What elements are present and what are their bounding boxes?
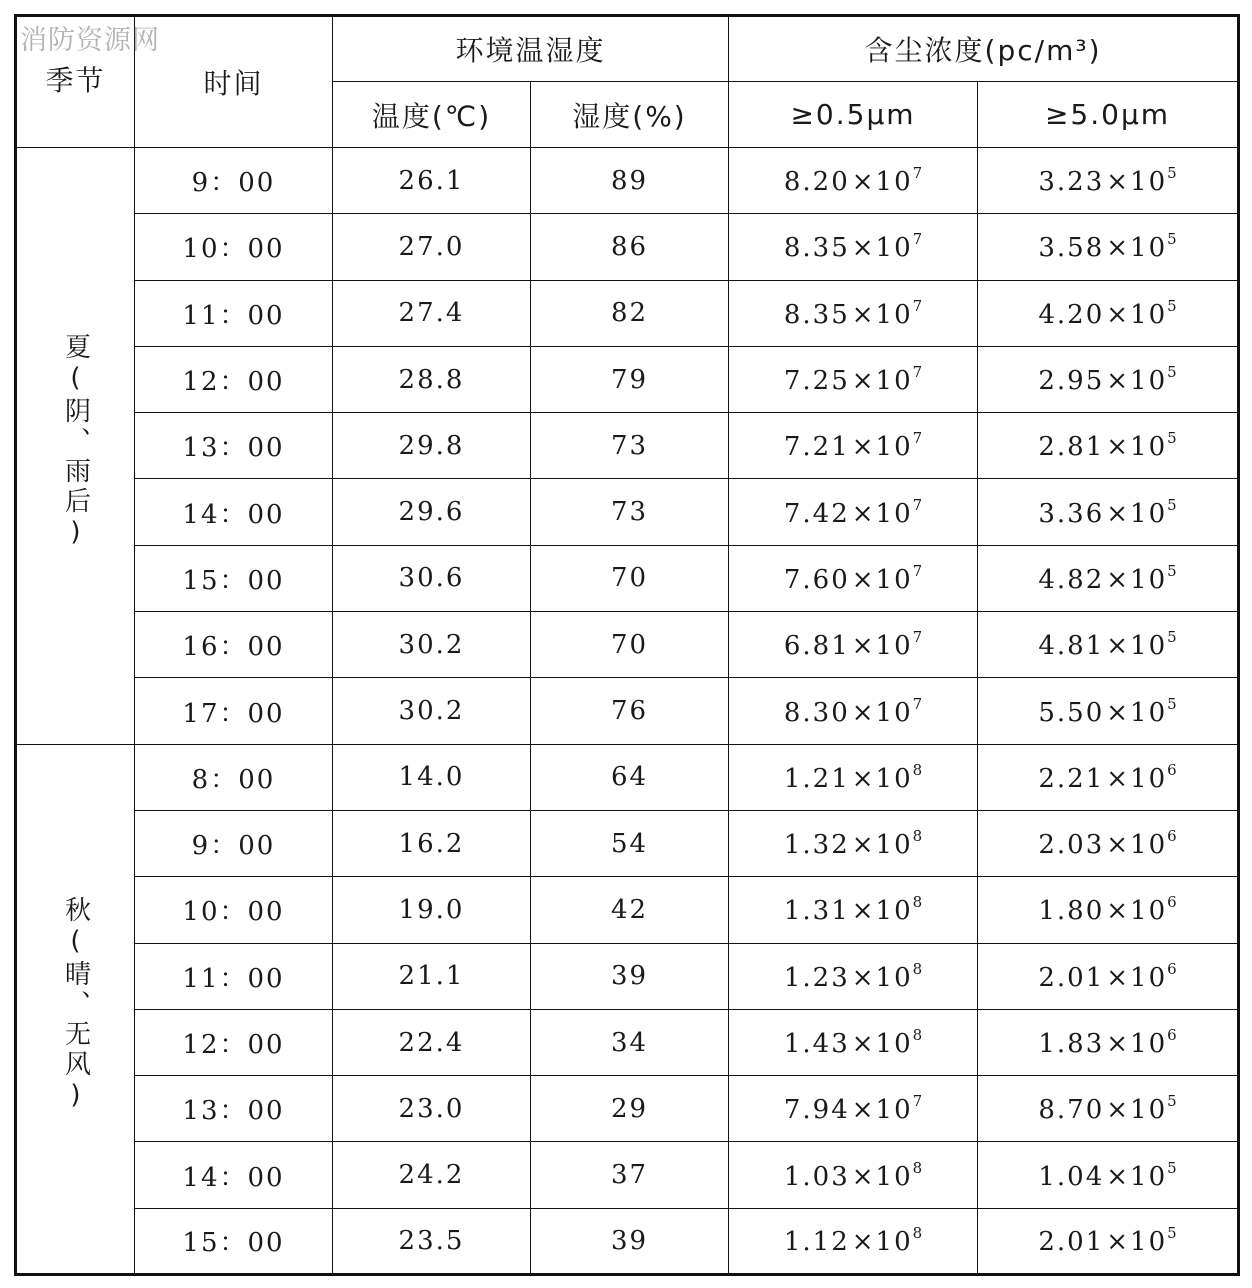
table-row: [16, 877, 1239, 943]
times-sign: ×: [1106, 830, 1129, 861]
dust-5-0um-cell: [978, 545, 1239, 611]
temperature-cell: 23.5: [333, 1208, 531, 1274]
times-sign: ×: [851, 564, 874, 595]
exponent: 6: [1167, 827, 1177, 846]
season-label-cell: [16, 148, 135, 745]
humidity-cell: 73: [531, 479, 729, 545]
header-env-group: 环境温湿度: [333, 16, 729, 82]
mantissa: 1.83: [1038, 1029, 1105, 1059]
base-ten: 10: [875, 1161, 913, 1192]
dust-5-0um-cell: [978, 744, 1239, 810]
exponent: 5: [1167, 429, 1177, 448]
exponent: 5: [1167, 363, 1177, 382]
temperature-cell: 27.0: [333, 214, 531, 280]
times-sign: ×: [851, 896, 874, 927]
time-cell: 9：00: [135, 148, 333, 214]
mantissa: 7.42: [783, 498, 850, 529]
mantissa: 1.23: [783, 962, 850, 993]
time-cell: 16：00: [135, 612, 333, 678]
time-cell: 10：00: [135, 214, 333, 280]
dust-0-5um-cell: [729, 810, 978, 876]
humidity-cell: 73: [531, 413, 729, 479]
times-sign: ×: [1106, 1029, 1129, 1059]
exponent: 8: [912, 893, 923, 912]
table-row: [16, 678, 1239, 744]
temperature-cell: 24.2: [333, 1142, 531, 1208]
mantissa: 1.03: [783, 1161, 850, 1192]
base-ten: 10: [1130, 299, 1168, 330]
exponent: 5: [1167, 1224, 1177, 1243]
mantissa: 2.81: [1038, 432, 1105, 463]
times-sign: ×: [851, 1029, 874, 1059]
mantissa: 1.43: [783, 1029, 850, 1059]
dust-0-5um-cell: [729, 678, 978, 744]
base-ten: 10: [875, 631, 913, 662]
base-ten: 10: [1130, 896, 1168, 927]
exponent: 5: [1167, 1158, 1177, 1177]
exponent: 5: [1167, 296, 1177, 315]
temperature-cell: 30.2: [333, 612, 531, 678]
exponent: 7: [912, 561, 923, 580]
times-sign: ×: [851, 299, 874, 330]
mantissa: 2.95: [1038, 366, 1105, 397]
table-row: [16, 1208, 1239, 1274]
temperature-cell: 16.2: [333, 810, 531, 876]
base-ten: 10: [1130, 1095, 1168, 1126]
dust-0-5um-cell: [729, 148, 978, 214]
base-ten: 10: [1130, 432, 1168, 463]
times-sign: ×: [1106, 498, 1129, 529]
header-season: 季节: [16, 16, 135, 148]
mantissa: 7.60: [783, 564, 850, 595]
humidity-cell: 64: [531, 744, 729, 810]
exponent: 8: [912, 1158, 923, 1177]
times-sign: ×: [1106, 299, 1129, 330]
header-humidity: 湿度(%): [531, 82, 729, 148]
dust-5-0um-cell: [978, 810, 1239, 876]
table-row: [16, 744, 1239, 810]
base-ten: 10: [875, 896, 913, 927]
humidity-cell: 34: [531, 1009, 729, 1075]
base-ten: 10: [875, 564, 913, 595]
exponent: 7: [912, 1092, 923, 1111]
dust-0-5um-cell: [729, 1076, 978, 1142]
temperature-cell: 26.1: [333, 148, 531, 214]
base-ten: 10: [1130, 1161, 1168, 1192]
times-sign: ×: [1106, 432, 1129, 463]
temperature-cell: 21.1: [333, 943, 531, 1009]
exponent: 5: [1167, 164, 1177, 183]
exponent: 8: [912, 827, 923, 846]
table-body: [16, 148, 1239, 1275]
humidity-cell: 37: [531, 1142, 729, 1208]
base-ten: 10: [875, 498, 913, 529]
mantissa: 1.80: [1038, 896, 1105, 927]
mantissa: 2.01: [1038, 1227, 1105, 1258]
mantissa: 7.21: [783, 432, 850, 463]
table-row: [16, 1009, 1239, 1075]
table-row: [16, 148, 1239, 214]
exponent: 7: [912, 495, 923, 514]
humidity-cell: 29: [531, 1076, 729, 1142]
exponent: 8: [912, 1026, 923, 1044]
base-ten: 10: [875, 697, 913, 728]
temperature-cell: 29.6: [333, 479, 531, 545]
time-cell: 11：00: [135, 943, 333, 1009]
dust-0-5um-cell: [729, 877, 978, 943]
exponent: 5: [1167, 1092, 1177, 1111]
humidity-cell: 70: [531, 545, 729, 611]
header-dust-0-5um: ≥0.5μm: [729, 82, 978, 148]
exponent: 8: [912, 1224, 923, 1243]
mantissa: 2.01: [1038, 962, 1105, 993]
times-sign: ×: [1106, 366, 1129, 397]
times-sign: ×: [1106, 896, 1129, 927]
temperature-cell: 30.6: [333, 545, 531, 611]
season-label: 夏(阴、雨后): [60, 333, 91, 552]
mantissa: 8.70: [1038, 1095, 1105, 1126]
times-sign: ×: [851, 432, 874, 463]
dust-5-0um-cell: [978, 1009, 1239, 1075]
mantissa: 1.04: [1038, 1161, 1105, 1192]
time-cell: 15：00: [135, 545, 333, 611]
table-row: [16, 810, 1239, 876]
time-cell: 8：00: [135, 744, 333, 810]
season-label: 秋(晴、无风): [60, 896, 91, 1115]
times-sign: ×: [1106, 1161, 1129, 1192]
dust-0-5um-cell: [729, 413, 978, 479]
table-row: [16, 943, 1239, 1009]
humidity-cell: 82: [531, 280, 729, 346]
table-row: [16, 280, 1239, 346]
humidity-cell: 89: [531, 148, 729, 214]
exponent: 7: [912, 429, 923, 448]
exponent: 7: [912, 628, 923, 647]
humidity-cell: 54: [531, 810, 729, 876]
exponent: 6: [1167, 893, 1177, 912]
dust-5-0um-cell: [978, 479, 1239, 545]
humidity-cell: 39: [531, 943, 729, 1009]
temperature-cell: 23.0: [333, 1076, 531, 1142]
times-sign: ×: [851, 1227, 874, 1258]
dust-0-5um-cell: [729, 280, 978, 346]
dust-5-0um-cell: [978, 877, 1239, 943]
exponent: 5: [1167, 561, 1177, 580]
mantissa: 6.81: [783, 631, 850, 662]
temperature-cell: 27.4: [333, 280, 531, 346]
times-sign: ×: [851, 366, 874, 397]
dust-concentration-table: [14, 14, 1240, 1276]
header-time: 时间: [135, 16, 333, 148]
base-ten: 10: [875, 1227, 913, 1258]
times-sign: ×: [851, 498, 874, 529]
mantissa: 1.31: [783, 896, 850, 927]
exponent: 8: [912, 959, 923, 978]
mantissa: 8.35: [783, 299, 850, 330]
times-sign: ×: [1106, 763, 1129, 794]
exponent: 7: [912, 230, 923, 249]
exponent: 8: [912, 760, 923, 779]
mantissa: 1.12: [783, 1227, 850, 1258]
exponent: 7: [912, 164, 923, 183]
exponent: 5: [1167, 230, 1177, 249]
times-sign: ×: [851, 1161, 874, 1192]
dust-0-5um-cell: [729, 612, 978, 678]
mantissa: 8.30: [783, 697, 850, 728]
mantissa: 7.25: [783, 366, 850, 397]
mantissa: 8.20: [783, 167, 850, 198]
mantissa: 1.32: [783, 830, 850, 861]
times-sign: ×: [851, 1095, 874, 1126]
dust-5-0um-cell: [978, 214, 1239, 280]
mantissa: 3.58: [1038, 233, 1105, 264]
dust-5-0um-cell: [978, 148, 1239, 214]
temperature-cell: 29.8: [333, 413, 531, 479]
time-cell: 12：00: [135, 346, 333, 412]
dust-0-5um-cell: [729, 346, 978, 412]
temperature-cell: 22.4: [333, 1009, 531, 1075]
exponent: 5: [1167, 628, 1177, 647]
exponent: 6: [1167, 1026, 1177, 1044]
dust-0-5um-cell: [729, 943, 978, 1009]
time-cell: 12：00: [135, 1009, 333, 1075]
dust-5-0um-cell: [978, 346, 1239, 412]
dust-0-5um-cell: [729, 545, 978, 611]
temperature-cell: 28.8: [333, 346, 531, 412]
mantissa: 1.21: [783, 763, 850, 794]
base-ten: 10: [875, 167, 913, 198]
header-dust-5-0um: ≥5.0μm: [978, 82, 1239, 148]
base-ten: 10: [875, 299, 913, 330]
mantissa: 3.23: [1038, 167, 1105, 198]
mantissa: 3.36: [1038, 498, 1105, 529]
humidity-cell: 39: [531, 1208, 729, 1274]
times-sign: ×: [851, 830, 874, 861]
header-dust-group: 含尘浓度(pc/m³): [729, 16, 1239, 82]
times-sign: ×: [1106, 631, 1129, 662]
dust-5-0um-cell: [978, 1142, 1239, 1208]
mantissa: 4.20: [1038, 299, 1105, 330]
times-sign: ×: [1106, 1095, 1129, 1126]
base-ten: 10: [1130, 830, 1168, 861]
times-sign: ×: [851, 962, 874, 993]
mantissa: 5.50: [1038, 697, 1105, 728]
time-cell: 17：00: [135, 678, 333, 744]
dust-0-5um-cell: [729, 1009, 978, 1075]
exponent: 7: [912, 694, 923, 713]
humidity-cell: 42: [531, 877, 729, 943]
base-ten: 10: [1130, 233, 1168, 264]
mantissa: 4.82: [1038, 564, 1105, 595]
times-sign: ×: [1106, 564, 1129, 595]
times-sign: ×: [1106, 167, 1129, 198]
times-sign: ×: [1106, 1227, 1129, 1258]
watermark: 消防资源网: [20, 25, 160, 56]
mantissa: 8.35: [783, 233, 850, 264]
humidity-cell: 86: [531, 214, 729, 280]
times-sign: ×: [1106, 697, 1129, 728]
time-cell: 15：00: [135, 1208, 333, 1274]
base-ten: 10: [875, 962, 913, 993]
time-cell: 13：00: [135, 1076, 333, 1142]
exponent: 7: [912, 363, 923, 382]
table-row: [16, 612, 1239, 678]
temperature-cell: 19.0: [333, 877, 531, 943]
base-ten: 10: [875, 432, 913, 463]
dust-0-5um-cell: [729, 1208, 978, 1274]
base-ten: 10: [1130, 498, 1168, 529]
time-cell: 9：00: [135, 810, 333, 876]
table-row: [16, 346, 1239, 412]
humidity-cell: 76: [531, 678, 729, 744]
dust-5-0um-cell: [978, 280, 1239, 346]
times-sign: ×: [851, 233, 874, 264]
dust-0-5um-cell: [729, 214, 978, 280]
times-sign: ×: [851, 631, 874, 662]
times-sign: ×: [851, 167, 874, 198]
dust-5-0um-cell: [978, 943, 1239, 1009]
humidity-cell: 79: [531, 346, 729, 412]
base-ten: 10: [1130, 763, 1168, 794]
base-ten: 10: [1130, 167, 1168, 198]
table-row: [16, 413, 1239, 479]
times-sign: ×: [1106, 962, 1129, 993]
temperature-cell: 14.0: [333, 744, 531, 810]
dust-5-0um-cell: [978, 413, 1239, 479]
base-ten: 10: [1130, 1029, 1168, 1059]
base-ten: 10: [1130, 366, 1168, 397]
base-ten: 10: [875, 1029, 913, 1059]
base-ten: 10: [875, 830, 913, 861]
base-ten: 10: [875, 233, 913, 264]
exponent: 5: [1167, 495, 1177, 514]
exponent: 6: [1167, 959, 1177, 978]
season-label-cell: [16, 744, 135, 1274]
dust-5-0um-cell: [978, 1208, 1239, 1274]
dust-0-5um-cell: [729, 479, 978, 545]
base-ten: 10: [875, 763, 913, 794]
time-cell: 14：00: [135, 479, 333, 545]
mantissa: 2.21: [1038, 763, 1105, 794]
base-ten: 10: [875, 1095, 913, 1126]
exponent: 7: [912, 296, 923, 315]
dust-5-0um-cell: [978, 678, 1239, 744]
table-row: [16, 479, 1239, 545]
times-sign: ×: [851, 763, 874, 794]
base-ten: 10: [1130, 631, 1168, 662]
base-ten: 10: [1130, 697, 1168, 728]
time-cell: 13：00: [135, 413, 333, 479]
table-row: [16, 1142, 1239, 1208]
table-row: [16, 545, 1239, 611]
base-ten: 10: [875, 366, 913, 397]
dust-5-0um-cell: [978, 612, 1239, 678]
dust-0-5um-cell: [729, 1142, 978, 1208]
table-row: [16, 1076, 1239, 1142]
times-sign: ×: [851, 697, 874, 728]
times-sign: ×: [1106, 233, 1129, 264]
time-cell: 11：00: [135, 280, 333, 346]
time-cell: 10：00: [135, 877, 333, 943]
time-cell: 14：00: [135, 1142, 333, 1208]
base-ten: 10: [1130, 1227, 1168, 1258]
base-ten: 10: [1130, 962, 1168, 993]
dust-0-5um-cell: [729, 744, 978, 810]
base-ten: 10: [1130, 564, 1168, 595]
table-row: [16, 214, 1239, 280]
dust-5-0um-cell: [978, 1076, 1239, 1142]
header-temperature: 温度(℃): [333, 82, 531, 148]
exponent: 6: [1167, 760, 1177, 779]
mantissa: 7.94: [783, 1095, 850, 1126]
mantissa: 2.03: [1038, 830, 1105, 861]
humidity-cell: 70: [531, 612, 729, 678]
mantissa: 4.81: [1038, 631, 1105, 662]
temperature-cell: 30.2: [333, 678, 531, 744]
exponent: 5: [1167, 694, 1177, 713]
